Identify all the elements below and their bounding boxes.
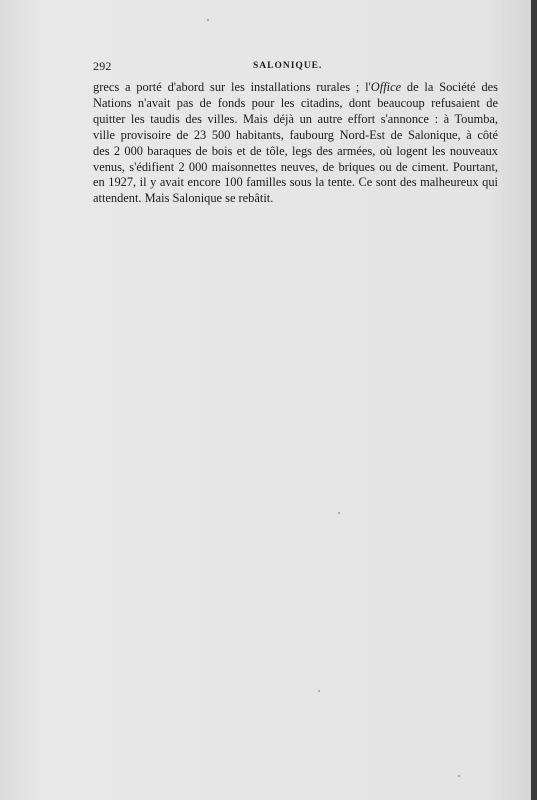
text-line: des 2 000 baraques de bois et de tôle, legs des armées, où logent les nouveaux <box>93 143 498 158</box>
page-number: 292 <box>93 59 112 73</box>
paper-speck <box>207 19 209 21</box>
page-edge-shadow <box>531 0 537 800</box>
text-line: quitter les taudis des villes. Mais déjà un autre effort s'annonce : à Toumba, <box>93 111 498 126</box>
text-line: ville provisoire de 23 500 habitants, faubourg Nord-Est de Salonique, à côté <box>93 127 498 142</box>
text-line: en 1927, il y avait encore 100 familles sous la tente. Ce sont des malheureux qui <box>93 175 498 190</box>
text-line: grecs a porté d'abord sur les installations rurales ; l'Office de la Société des <box>93 80 499 94</box>
body-paragraph <box>93 80 498 207</box>
italic-term: Office <box>370 80 402 94</box>
paper-speck <box>458 775 460 777</box>
text-line: Nations n'avait pas de fonds pour les citadins, dont beaucoup refusaient de <box>93 95 498 110</box>
page-header <box>93 59 498 73</box>
running-head: SALONIQUE. <box>253 61 323 71</box>
text-line: venus, s'édifient 2 000 maisonnettes neuves, de briques ou de ciment. Pourtant, <box>93 159 498 174</box>
paper-speck <box>318 690 320 692</box>
paper-speck <box>338 512 340 514</box>
text-line: attendent. Mais Salonique se rebâtit. <box>93 191 274 206</box>
